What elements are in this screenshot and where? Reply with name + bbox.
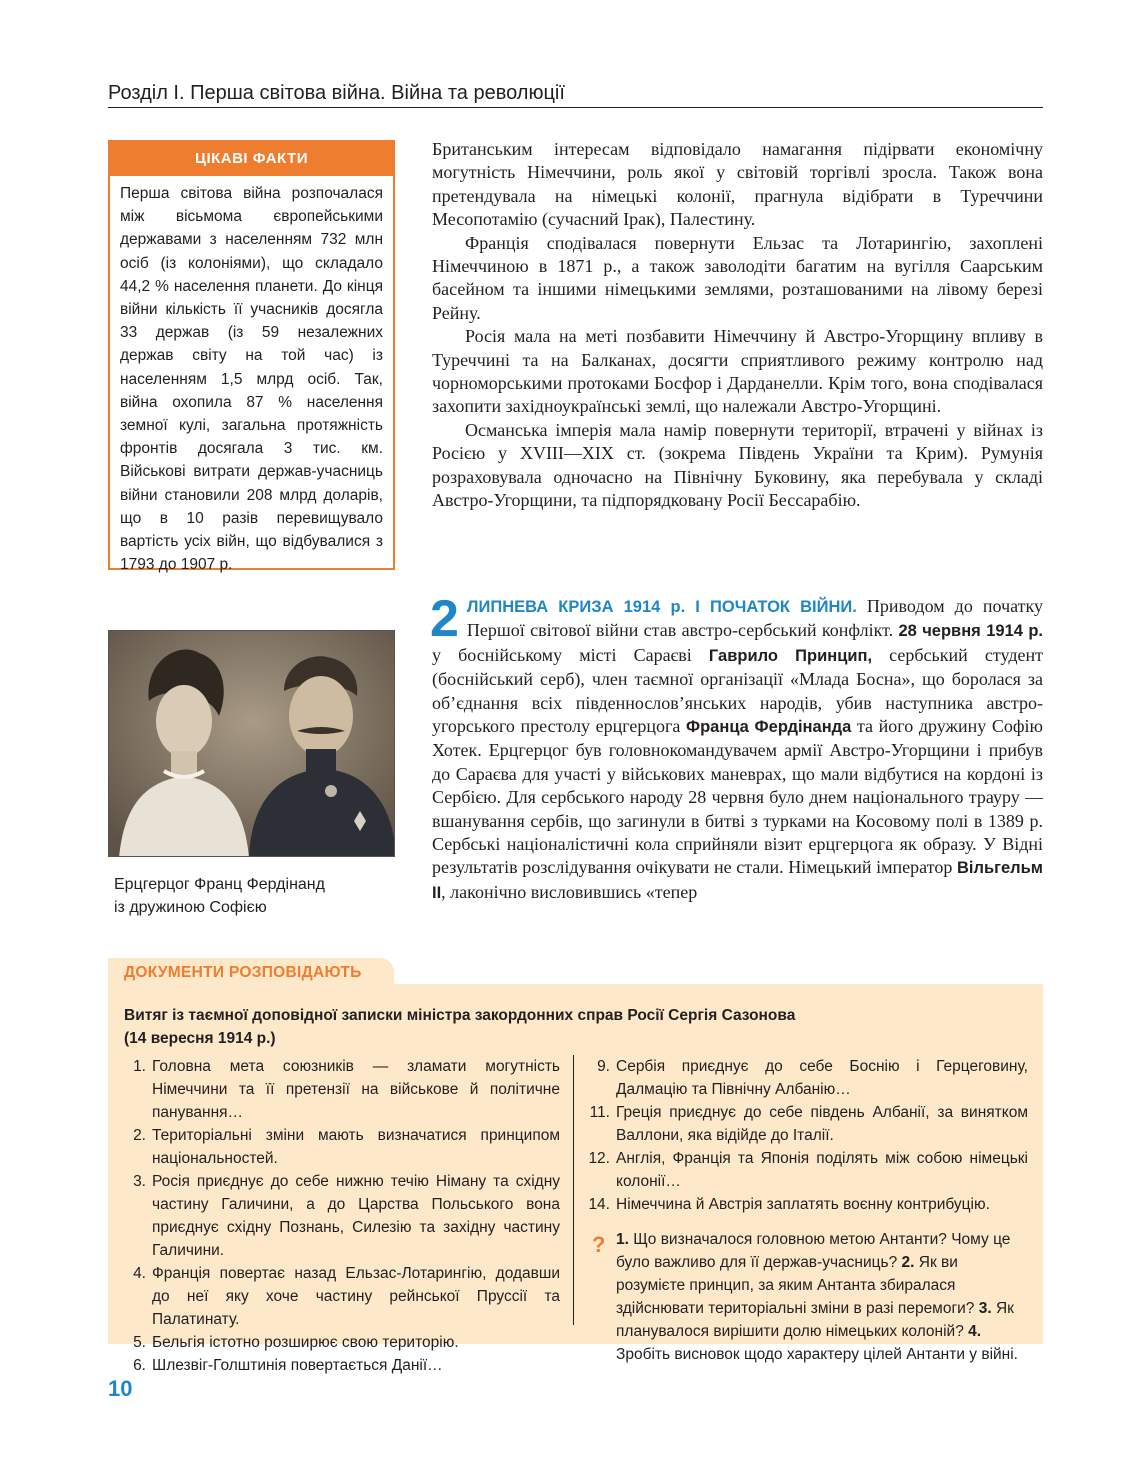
section-text: сербський студент (боснійський серб), член таємної організації «Млада Босна», що боролася за об’єднання всіх південнослов’янських народів, убив наступника австро-угорського престолу ерцгерцога xyxy=(432,644,1043,737)
list-item-text: Сербія приєднує до себе Боснію і Герцеговину, Далмацію та Північну Албанію… xyxy=(616,1058,1028,1098)
column-divider xyxy=(573,1055,574,1325)
document-list-item xyxy=(588,1193,1028,1216)
photo-caption xyxy=(114,873,394,919)
facts-text: Перша світова війна розпочалася між вісьмома європейськими державами з населенням 732 млн осіб (із колоніями), що складало 44,2 % населення планети. До кінця війни кількість її учасників досягла 33 держав (із 59 незалежних держав світу на той час) із населенням 1,5 млрд осіб. Так, війна охопила 87 % населення земної кулі, загальна протяжність фронтів досягала 3 тис. км. Військові витрати держав-учасниць війни становили 208 млрд доларів, що в 10 разів перевищувало вартість усіх війн, що відбувалися з 1793 до 1907 р. xyxy=(120,185,383,574)
question-text: Як планувалося вирішити долю німецьких колоній? xyxy=(616,1300,1014,1340)
documents-tab-label: ДОКУМЕНТИ РОЗПОВІДАЮТЬ xyxy=(124,964,362,981)
document-list-item xyxy=(124,1124,560,1170)
list-item-number: 14. xyxy=(588,1196,610,1213)
question-text: Що визначалося головною метою Антанти? Чому це було важливо для її держав-учасниць? xyxy=(616,1231,1011,1271)
list-item-text: Бельгія істотно розширює свою територію. xyxy=(152,1334,459,1351)
list-item-text: Головна мета союзників — зламати могутність Німеччини та її претензії на військове й політичне панування… xyxy=(152,1058,560,1121)
list-item-number: 4. xyxy=(133,1265,146,1282)
paragraph: Росія мала на меті позбавити Німеччину й Австро-Угорщину впливу в Туреччині та на Балканах, досягти сприятливого режиму контролю над чорноморськими протоками Босфор і Дарданелли. Крім того, вона сподівалася захопити західноукраїнські землі, що належали Австро-Угорщині. xyxy=(432,326,1043,417)
question-icon: ? xyxy=(592,1232,606,1257)
list-item-number: 12. xyxy=(588,1150,610,1167)
document-list-item xyxy=(124,1262,560,1331)
document-title-line-1: Витяг із таємної доповідної записки міністра закордонних справ Росії Сергія Сазонова xyxy=(124,1007,796,1024)
list-item-number: 9. xyxy=(597,1058,610,1075)
list-item-number: 5. xyxy=(133,1334,146,1351)
document-list-item xyxy=(124,1170,560,1262)
chapter-title: Розділ І. Перша світова війна. Війна та революції xyxy=(108,82,565,104)
list-item-number: 2. xyxy=(133,1127,146,1144)
document-left-column xyxy=(124,1055,560,1377)
document-list-right xyxy=(588,1055,1028,1216)
document-list-item xyxy=(124,1331,560,1354)
list-item-text: Німеччина й Австрія заплатять воєнну контрибуцію. xyxy=(616,1196,990,1213)
list-item-number: 6. xyxy=(133,1357,146,1374)
caption-line-1: Ерцгерцог Франц Фердінанд xyxy=(114,876,325,893)
caption-line-2: із дружиною Софією xyxy=(114,899,267,916)
section-text: , лаконічно висловившись «тепер xyxy=(441,881,698,902)
header-divider xyxy=(108,107,1043,108)
question-number: 4. xyxy=(968,1323,982,1340)
facts-heading: ЦІКАВІ ФАКТИ xyxy=(110,142,393,176)
document-list-item xyxy=(588,1147,1028,1193)
list-item-text: Греція приєднує до себе південь Албанії, за винятком Валлони, яка відійде до Італії. xyxy=(616,1104,1028,1144)
document-list-item xyxy=(588,1101,1028,1147)
document-list-item xyxy=(588,1055,1028,1101)
list-item-text: Росія приєднує до себе нижню течію Німану та східну частину Галичини, а до Царства Польського вона приєднує східну Познань, Силезію та західну частину Галичини. xyxy=(152,1173,560,1259)
list-item-number: 11. xyxy=(589,1104,610,1121)
document-list-left xyxy=(124,1055,560,1377)
questions-block xyxy=(616,1228,1028,1366)
section-heading: ЛИПНЕВА КРИЗА 1914 р. І ПОЧАТОК ВІЙНИ. xyxy=(466,598,857,616)
main-text xyxy=(432,138,1043,513)
section-number: 2 xyxy=(430,590,459,648)
list-item-number: 1. xyxy=(133,1058,146,1075)
archduke-photo-image xyxy=(109,631,395,857)
document-title xyxy=(124,1004,1014,1050)
list-item-text: Територіальні зміни мають визначатися принципом національностей. xyxy=(152,1127,560,1167)
bold-name: Гаврило Принцип, xyxy=(708,646,873,665)
question-number: 2. xyxy=(901,1254,915,1271)
list-item-text: Шлезвіг-Голштинія повертається Данії… xyxy=(152,1357,443,1374)
section-text: Приводом до початку Першої світової війни став австро-сербський конфлікт. xyxy=(466,596,1044,641)
bold-name: Вільгельм II xyxy=(432,859,1043,902)
document-title-line-2: (14 вересня 1914 р.) xyxy=(124,1030,276,1047)
paragraph: Османська імперія мала намір повернути території, втрачені у війнах із Росією у XVIII—XIX ст. (зокрема Південь України та Крим). Румунія розраховувала одночасно на Північну Буковину, яка перебувала у складі Австро-Угорщини, та підпорядковану Росії Бессарабію. xyxy=(432,419,1043,511)
bold-name: Франца Фердінанда xyxy=(686,718,852,737)
page-number: 10 xyxy=(108,1376,133,1401)
bold-date: 28 червня 1914 р. xyxy=(898,622,1044,641)
question-text: Зробіть висновок щодо характеру цілей Антанти у війні. xyxy=(616,1346,1018,1363)
question-text: Як ви розумієте принцип, за яким Антанта збиралася здійснювати територіальні зміни в разі перемоги? xyxy=(616,1254,979,1317)
facts-box xyxy=(108,140,395,574)
document-list-item xyxy=(124,1055,560,1124)
list-item-text: Франція повертає назад Ельзас-Лотарингію, додавши до неї яку хоче частину рейнської Пруссії та Палатинату. xyxy=(152,1265,560,1328)
section-2 xyxy=(430,590,1044,905)
question-number: 1. xyxy=(616,1231,629,1248)
list-item-text: Англія, Франція та Японія поділять між собою німецькі колонії… xyxy=(616,1150,1028,1190)
document-list-item xyxy=(124,1354,560,1377)
archduke-photo xyxy=(108,630,395,857)
section-text: у боснійському місті Сараєві xyxy=(432,644,709,665)
paragraph: Франція сподівалася повернути Ельзас та Лотарингію, захоплені Німеччиною в 1871 р., а також заволодіти багатим на вугілля Саарським басейном та іншими німецькими землями, розташованими на лівому березі Рейну. xyxy=(432,232,1043,323)
question-number: 3. xyxy=(978,1300,992,1317)
paragraph: Британським інтересам відповідало намагання підірвати економічну могутність Німеччини, роль якої у світовій торгівлі зросла. Також вона претендувала на німецькі колонії, прагнула відібрати в Туреччини Месопотамію (сучасний Ірак), Палестину. xyxy=(432,139,1043,230)
list-item-number: 3. xyxy=(133,1173,146,1190)
document-right-column xyxy=(588,1055,1028,1216)
section-text: та його дружину Софію Хотек. Ерцгерцог був головнокомандувачем армії Австро-Угорщини і прибув до Сараєва для участі у військових маневрах, що мали відбутися на кордоні із Сербією. Для сербського народу 28 червня було днем національного трауру — вшанування сербів, що загинули в битві з турками на Косовому полі в 1389 р. Сербські націоналістичні кола сприйняли візит ерцгерцога як образу. У Відні результатів розслідування очікувати не стали. Німецький імператор xyxy=(432,716,1044,878)
